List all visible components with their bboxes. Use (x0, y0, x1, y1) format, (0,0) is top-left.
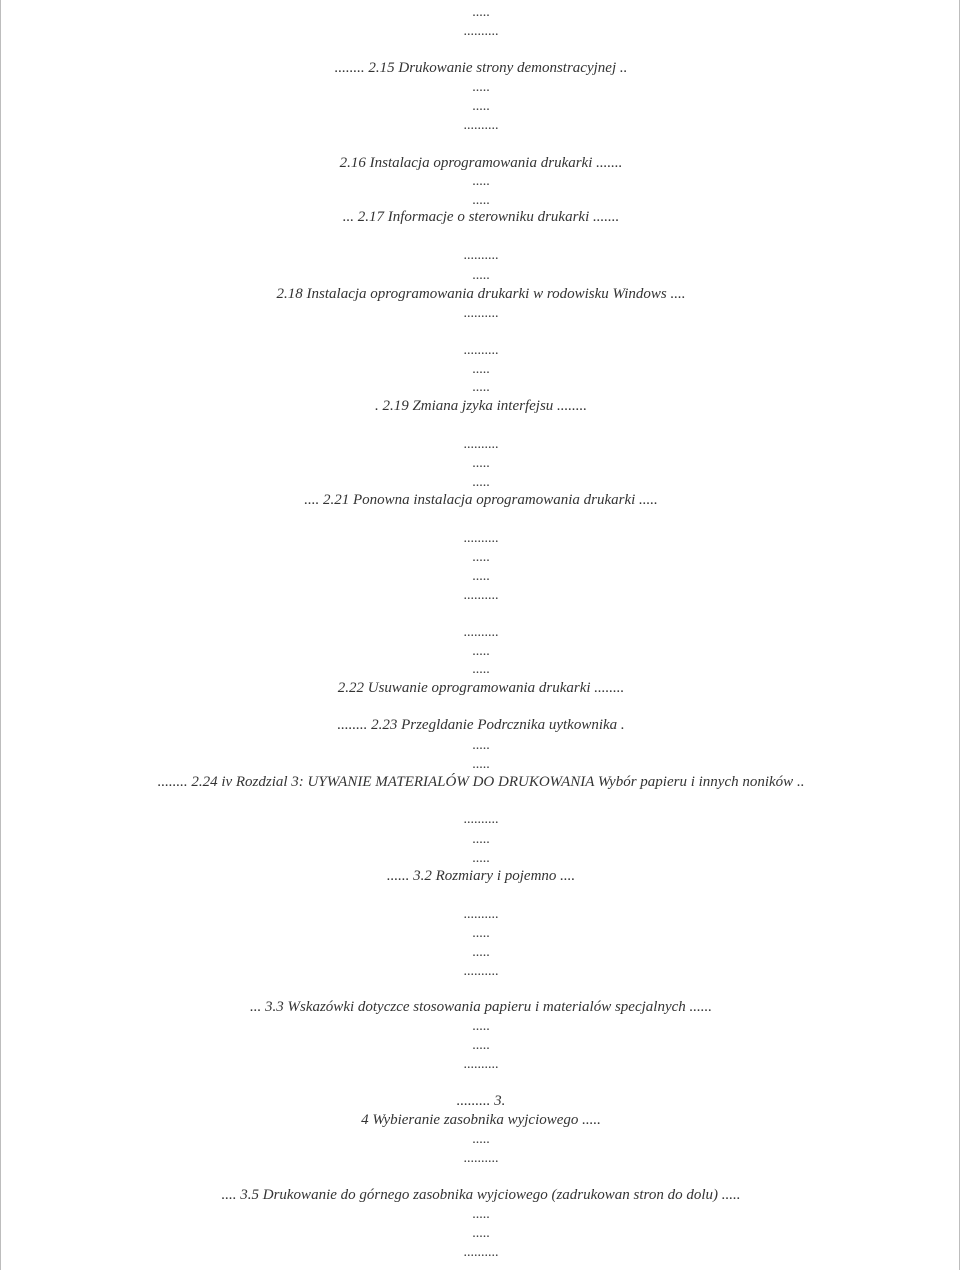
dot-leader-line: ..... (472, 738, 490, 753)
dot-leader-line: .......... (463, 625, 499, 640)
dot-leader-line: .......... (463, 588, 499, 603)
dot-leader-line: .......... (463, 343, 499, 358)
dot-leader-line: .......... (463, 531, 499, 546)
dot-leader-line: ..... (472, 1226, 490, 1241)
dot-leader-line: ..... (472, 662, 490, 677)
dot-leader-line: .......... (463, 812, 499, 827)
dot-leader-line: .......... (463, 1245, 499, 1260)
dot-leader-line: ..... (472, 851, 490, 866)
toc-entry-3: ......... 3. (456, 1093, 506, 1109)
toc-entry-2-19: . 2.19 Zmiana jzyka interfejsu ........ (374, 398, 588, 414)
dot-leader-line: ..... (472, 1207, 490, 1222)
dot-leader-line: ..... (472, 1019, 490, 1034)
toc-entry-3-3: ... 3.3 Wskazówki dotyczce stosowania papieru i materialów specjalnych ...... (249, 999, 713, 1015)
dot-leader-line: .......... (463, 24, 499, 39)
dot-leader-line: ..... (472, 550, 490, 565)
dot-leader-line: ..... (472, 757, 490, 772)
dot-leader-line: ..... (472, 926, 490, 941)
dot-leader-line: .......... (463, 1057, 499, 1072)
dot-leader-line: .......... (463, 907, 499, 922)
dot-leader-line: .......... (463, 1151, 499, 1166)
dot-leader-line: ..... (472, 569, 490, 584)
dot-leader-line: ..... (472, 268, 490, 283)
dot-leader-line: .......... (463, 964, 499, 979)
toc-entry-3-5: .... 3.5 Drukowanie do górnego zasobnika wyjciowego (zadrukowan stron do dolu) ..... (221, 1187, 741, 1203)
toc-entry-3-4: 4 Wybieranie zasobnika wyjciowego ..... (361, 1112, 601, 1128)
dot-leader-line: ..... (472, 5, 490, 20)
toc-entry-2-18: 2.18 Instalacja oprogramowania drukarki w rodowisku Windows .... (276, 286, 686, 302)
toc-entry-2-23: ........ 2.23 Przegldanie Podrcznika uytkownika . (337, 717, 625, 733)
dot-leader-line: ..... (472, 475, 490, 490)
toc-entry-2-17: ... 2.17 Informacje o sterowniku drukarki ....... (342, 209, 620, 225)
dot-leader-line: .......... (463, 118, 499, 133)
dot-leader-line: ..... (472, 362, 490, 377)
toc-entry-2-16: 2.16 Instalacja oprogramowania drukarki ....... (339, 155, 623, 171)
toc-entry-3-2: ...... 3.2 Rozmiary i pojemno .... (386, 868, 576, 884)
dot-leader-line: ..... (472, 193, 490, 208)
dot-leader-line: ..... (472, 174, 490, 189)
dot-leader-line: ..... (472, 380, 490, 395)
dot-leader-line: ..... (472, 80, 490, 95)
dot-leader-line: ..... (472, 832, 490, 847)
toc-entry-2-24: ........ 2.24 iv Rozdzial 3: UYWANIE MATERIALÓW DO DRUKOWANIA Wybór papieru i innych noników .. (157, 774, 805, 790)
dot-leader-line: ..... (472, 945, 490, 960)
dot-leader-line: ..... (472, 1132, 490, 1147)
dot-leader-line: ..... (472, 1038, 490, 1053)
dot-leader-line: ..... (472, 99, 490, 114)
toc-entry-2-21: .... 2.21 Ponowna instalacja oprogramowania drukarki ..... (304, 492, 658, 508)
dot-leader-line: .......... (463, 306, 499, 321)
dot-leader-line: .......... (463, 248, 499, 263)
dot-leader-line: ..... (472, 456, 490, 471)
toc-entry-2-15: ........ 2.15 Drukowanie strony demonstracyjnej .. (334, 60, 628, 76)
dot-leader-line: ..... (472, 644, 490, 659)
dot-leader-line: .......... (463, 437, 499, 452)
toc-entry-2-22: 2.22 Usuwanie oprogramowania drukarki ........ (337, 680, 625, 696)
